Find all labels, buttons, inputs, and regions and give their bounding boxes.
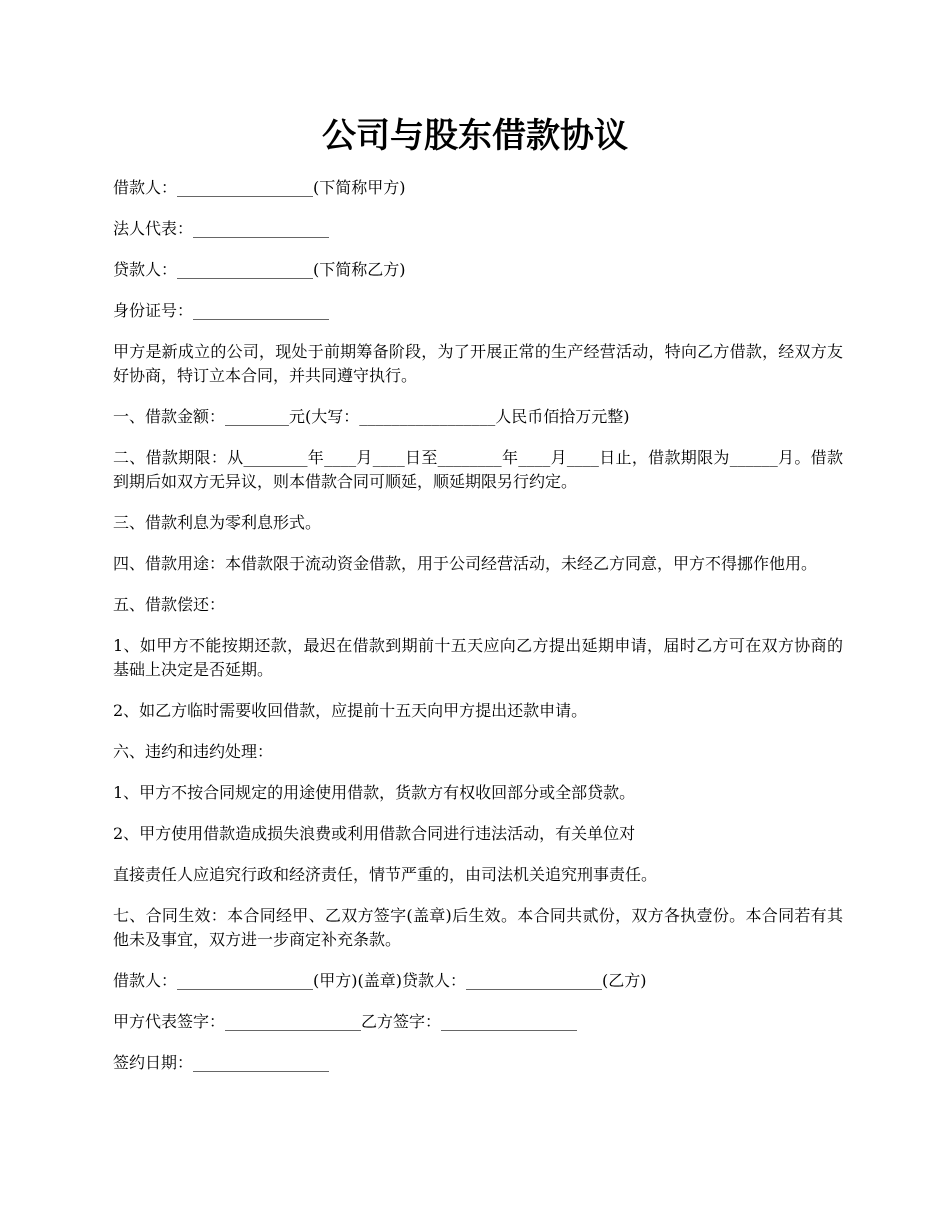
id-number-line: 身份证号：_________________	[113, 301, 330, 320]
clause-repayment-heading: 五、借款偿还：	[113, 595, 226, 614]
clause-breach-item-2: 2、甲方使用借款造成损失浪费或利用借款合同进行违法活动，有关单位对	[113, 824, 636, 843]
clause-effectiveness: 七、合同生效：本合同经甲、乙双方签字(盖章)后生效。本合同共贰份，双方各执壹份。本合同若有其他未及事宜，双方进一步商定补充条款。	[113, 906, 843, 949]
document-body	[113, 176, 843, 1092]
clause-repayment-item-1: 1、如甲方不能按期还款，最迟在借款到期前十五天应向乙方提出延期申请，届时乙方可在双方协商的基础上决定是否延期。	[113, 636, 843, 679]
clause-repayment-item-2: 2、如乙方临时需要收回借款，应提前十五天向甲方提出还款申请。	[113, 701, 588, 720]
clause-interest: 三、借款利息为零利息形式。	[113, 513, 322, 532]
signature-parties-line: 借款人：_________________(甲方)(盖章)贷款人：_________________(乙方)	[113, 971, 647, 990]
legal-representative-line: 法人代表：_________________	[113, 219, 330, 238]
clause-breach-item-2-continued: 直接责任人应追究行政和经济责任，情节严重的，由司法机关追究刑事责任。	[113, 865, 658, 884]
clause-purpose: 四、借款用途：本借款限于流动资金借款，用于公司经营活动，未经乙方同意，甲方不得挪作他用。	[113, 554, 818, 573]
lender-line: 贷款人：_________________(下简称乙方)	[113, 260, 406, 279]
clause-breach-item-1: 1、甲方不按合同规定的用途使用借款，货款方有权收回部分或全部贷款。	[113, 783, 636, 802]
clause-breach-heading: 六、违约和违约处理：	[113, 742, 274, 761]
borrower-line: 借款人：_________________(下简称甲方)	[113, 178, 406, 197]
clause-loan-term: 二、借款期限：从________年____月____日至________年____月____日止，借款期限为______月。借款到期后如双方无异议，则本借款合同可顺延，顺延期限另行约定。	[113, 448, 843, 491]
signature-representatives-line: 甲方代表签字：_________________乙方签字：_________________	[113, 1012, 578, 1031]
preamble-paragraph: 甲方是新成立的公司，现处于前期筹备阶段，为了开展正常的生产经营活动，特向乙方借款，经双方友好协商，特订立本合同，并共同遵守执行。	[113, 342, 843, 385]
document-title: 公司与股东借款协议	[322, 116, 628, 156]
signing-date-line: 签约日期：_________________	[113, 1053, 330, 1072]
clause-loan-amount: 一、借款金额：________元(大写：_________________人民币佰拾万元整)	[113, 407, 630, 426]
